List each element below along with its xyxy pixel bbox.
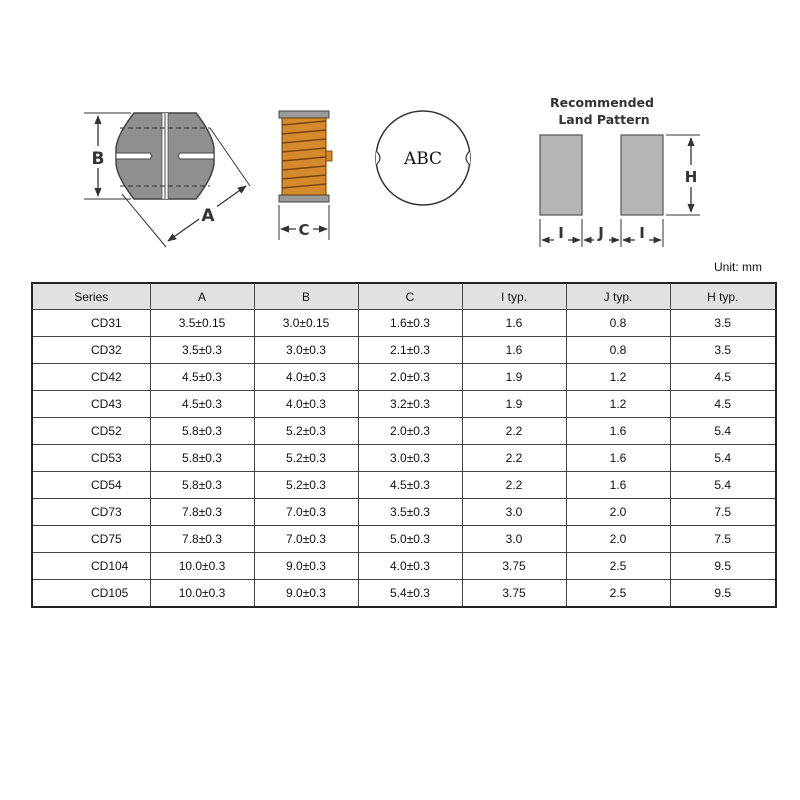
copper-winding [282, 118, 326, 195]
cell-a: 3.5±0.3 [150, 337, 254, 364]
cell-h-typ: 4.5 [670, 391, 776, 418]
table-header-row [32, 283, 776, 310]
cell-b: 4.0±0.3 [254, 391, 358, 418]
cell-i-typ: 2.2 [462, 445, 566, 472]
cell-h-typ: 5.4 [670, 418, 776, 445]
cell-j-typ: 1.2 [566, 364, 670, 391]
cell-series: CD73 [32, 499, 150, 526]
cell-series: CD52 [32, 418, 150, 445]
cell-h-typ: 5.4 [670, 445, 776, 472]
cell-a: 5.8±0.3 [150, 418, 254, 445]
land-pad-right [621, 135, 663, 215]
header-h-typ: H typ. [670, 283, 776, 310]
cell-series: CD105 [32, 580, 150, 608]
cell-c: 3.0±0.3 [358, 445, 462, 472]
terminal-slot-left [116, 153, 152, 159]
cell-j-typ: 1.6 [566, 445, 670, 472]
cell-c: 4.5±0.3 [358, 472, 462, 499]
cell-a: 3.5±0.15 [150, 310, 254, 337]
label-i-left: I [558, 224, 564, 242]
header-i-typ: I typ. [462, 283, 566, 310]
header-series: Series [32, 283, 150, 310]
cell-j-typ: 2.0 [566, 499, 670, 526]
label-b: B [91, 149, 105, 169]
label-i-right: I [639, 224, 645, 242]
land-pattern-title-line1: Recommended [550, 95, 654, 110]
cell-c: 2.0±0.3 [358, 364, 462, 391]
cell-j-typ: 2.0 [566, 526, 670, 553]
cell-a: 7.8±0.3 [150, 526, 254, 553]
cell-h-typ: 7.5 [670, 526, 776, 553]
winding-lead [326, 151, 332, 161]
cell-h-typ: 5.4 [670, 472, 776, 499]
cell-h-typ: 9.5 [670, 553, 776, 580]
cell-c: 3.2±0.3 [358, 391, 462, 418]
cell-b: 5.2±0.3 [254, 445, 358, 472]
table-row [32, 418, 776, 445]
cell-series: CD53 [32, 445, 150, 472]
label-c: C [298, 221, 310, 239]
cell-i-typ: 3.75 [462, 580, 566, 608]
cell-b: 3.0±0.3 [254, 337, 358, 364]
header-c: C [358, 283, 462, 310]
side-flange-top [279, 111, 329, 118]
cell-h-typ: 7.5 [670, 499, 776, 526]
cell-j-typ: 1.6 [566, 418, 670, 445]
cell-a: 4.5±0.3 [150, 391, 254, 418]
cell-c: 1.6±0.3 [358, 310, 462, 337]
cell-a: 4.5±0.3 [150, 364, 254, 391]
cell-j-typ: 0.8 [566, 310, 670, 337]
cell-a: 5.8±0.3 [150, 472, 254, 499]
table-row [32, 445, 776, 472]
cell-i-typ: 1.6 [462, 337, 566, 364]
cell-h-typ: 9.5 [670, 580, 776, 608]
dimension-table [31, 282, 777, 608]
cell-c: 4.0±0.3 [358, 553, 462, 580]
cell-b: 5.2±0.3 [254, 418, 358, 445]
cell-i-typ: 3.75 [462, 553, 566, 580]
table-row [32, 337, 776, 364]
cell-j-typ: 1.2 [566, 391, 670, 418]
label-j: J [598, 224, 604, 242]
dimension-drawings [0, 0, 800, 260]
label-h: H [684, 168, 698, 186]
top-view-figure [84, 113, 250, 247]
cell-b: 5.2±0.3 [254, 472, 358, 499]
cell-b: 7.0±0.3 [254, 499, 358, 526]
cell-a: 5.8±0.3 [150, 445, 254, 472]
label-a: A [201, 206, 215, 226]
cell-series: CD104 [32, 553, 150, 580]
table-row [32, 472, 776, 499]
cell-series: CD43 [32, 391, 150, 418]
marking-view-figure [376, 111, 470, 205]
cell-c: 3.5±0.3 [358, 499, 462, 526]
cell-h-typ: 4.5 [670, 364, 776, 391]
cell-i-typ: 1.9 [462, 364, 566, 391]
cell-series: CD42 [32, 364, 150, 391]
cell-series: CD32 [32, 337, 150, 364]
table-row [32, 580, 776, 608]
table-row [32, 499, 776, 526]
cell-j-typ: 0.8 [566, 337, 670, 364]
cell-c: 2.0±0.3 [358, 418, 462, 445]
cell-c: 5.4±0.3 [358, 580, 462, 608]
cell-i-typ: 2.2 [462, 472, 566, 499]
cell-c: 2.1±0.3 [358, 337, 462, 364]
cell-j-typ: 2.5 [566, 580, 670, 608]
side-flange-bottom [279, 195, 329, 202]
land-pad-left [540, 135, 582, 215]
header-j-typ: J typ. [566, 283, 670, 310]
cell-j-typ: 2.5 [566, 553, 670, 580]
cell-b: 9.0±0.3 [254, 580, 358, 608]
cell-b: 3.0±0.15 [254, 310, 358, 337]
unit-note: Unit: mm [714, 260, 762, 274]
cell-b: 7.0±0.3 [254, 526, 358, 553]
land-pattern-figure [540, 95, 700, 247]
cell-series: CD54 [32, 472, 150, 499]
table-row [32, 553, 776, 580]
cell-h-typ: 3.5 [670, 337, 776, 364]
cell-i-typ: 1.9 [462, 391, 566, 418]
land-pattern-title-line2: Land Pattern [558, 112, 650, 127]
cell-series: CD75 [32, 526, 150, 553]
cell-h-typ: 3.5 [670, 310, 776, 337]
header-b: B [254, 283, 358, 310]
cell-i-typ: 2.2 [462, 418, 566, 445]
header-a: A [150, 283, 254, 310]
terminal-slot-right [178, 153, 214, 159]
cell-b: 9.0±0.3 [254, 553, 358, 580]
cell-a: 7.8±0.3 [150, 499, 254, 526]
cell-i-typ: 1.6 [462, 310, 566, 337]
cell-j-typ: 1.6 [566, 472, 670, 499]
cell-c: 5.0±0.3 [358, 526, 462, 553]
cell-series: CD31 [32, 310, 150, 337]
cell-i-typ: 3.0 [462, 526, 566, 553]
table-row [32, 391, 776, 418]
cell-b: 4.0±0.3 [254, 364, 358, 391]
table-row [32, 526, 776, 553]
table-row [32, 310, 776, 337]
cell-i-typ: 3.0 [462, 499, 566, 526]
cell-a: 10.0±0.3 [150, 553, 254, 580]
side-view-figure [279, 111, 332, 240]
table-row [32, 364, 776, 391]
marking-text: ABC [403, 149, 443, 169]
cell-a: 10.0±0.3 [150, 580, 254, 608]
